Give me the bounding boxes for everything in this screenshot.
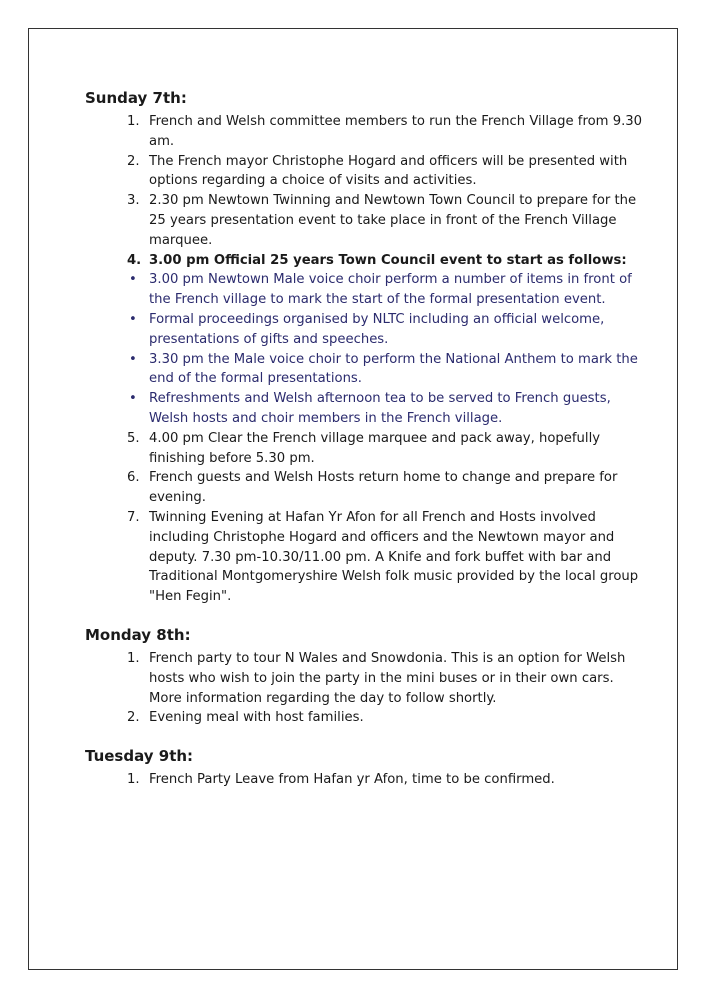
tuesday-list — [85, 770, 645, 790]
item-text: French Party Leave from Hafan yr Afon, time to be confirmed. — [149, 772, 555, 788]
list-item — [85, 191, 645, 250]
list-item — [85, 508, 645, 607]
sunday-list — [85, 112, 645, 270]
item-number: 6. — [127, 470, 140, 486]
bullet-text: Formal proceedings organised by NLTC including an official welcome, presentations of gifts and speeches. — [149, 311, 605, 347]
item-text: French party to tour N Wales and Snowdonia. This is an option for Welsh hosts who wish to join the party in the mini buses or in their own cars. More information regarding the day to follow shortly. — [149, 650, 626, 706]
official-event-bullets — [85, 270, 645, 428]
item-text: The French mayor Christophe Hogard and officers will be presented with options regarding a choice of visits and activities. — [149, 153, 628, 189]
bullet-item — [85, 389, 645, 429]
item-text: French guests and Welsh Hosts return home to change and prepare for evening. — [149, 470, 618, 506]
item-number: 2. — [127, 710, 140, 726]
item-number: 2. — [127, 153, 140, 169]
list-item — [85, 112, 645, 152]
bullet-text: 3.30 pm the Male voice choir to perform the National Anthem to mark the end of the formal presentations. — [149, 351, 638, 387]
item-number: 4. — [127, 252, 142, 268]
item-text: 4.00 pm Clear the French village marquee and pack away, hopefully finishing before 5.30 pm. — [149, 430, 601, 466]
bullet-item — [85, 270, 645, 310]
list-item — [85, 429, 645, 469]
item-text: Evening meal with host families. — [149, 710, 364, 726]
day-heading-tuesday: Tuesday 9th: — [85, 747, 194, 766]
item-text: 3.00 pm Official 25 years Town Council event to start as follows: — [149, 252, 627, 268]
schedule-document — [85, 88, 645, 790]
item-number: 5. — [127, 430, 140, 446]
sunday-list-continued — [85, 429, 645, 607]
list-item — [85, 468, 645, 508]
bullet-item — [85, 310, 645, 350]
item-number: 7. — [127, 509, 140, 525]
bullet-item — [85, 350, 645, 390]
bullet-icon: • — [129, 311, 137, 327]
list-item — [85, 649, 645, 708]
item-number: 1. — [127, 650, 140, 666]
day-heading-sunday: Sunday 7th: — [85, 89, 187, 107]
list-item — [85, 152, 645, 192]
list-item — [85, 251, 645, 271]
bullet-icon: • — [129, 391, 137, 407]
item-text: 2.30 pm Newtown Twinning and Newtown Town Council to prepare for the 25 years presentation event to take place in front of the French Village marquee. — [149, 193, 637, 248]
item-number: 3. — [127, 193, 140, 209]
item-text: Twinning Evening at Hafan Yr Afon for all French and Hosts involved including Christophe Hogard and officers and the Newtown mayor and deputy. 7.30 pm-10.30/11.00 pm. A Knife and fork buffet with bar and Traditional Montgomeryshire Welsh folk music provided by the local group "Hen Fegin". — [149, 509, 639, 605]
day-heading-monday: Monday 8th: — [85, 625, 191, 644]
list-item — [85, 708, 645, 728]
bullet-icon: • — [129, 272, 137, 288]
item-number: 1. — [127, 772, 140, 788]
bullet-text: Refreshments and Welsh afternoon tea to be served to French guests, Welsh hosts and choir members in the French village. — [149, 391, 611, 426]
bullet-text: 3.00 pm Newtown Male voice choir perform a number of items in front of the French village to mark the start of the formal presentation event. — [149, 272, 632, 308]
list-item — [85, 770, 645, 790]
item-text: French and Welsh committee members to run the French Village from 9.30 am. — [149, 114, 643, 149]
item-number: 1. — [127, 114, 140, 129]
monday-list — [85, 649, 645, 728]
bullet-icon: • — [129, 351, 137, 367]
